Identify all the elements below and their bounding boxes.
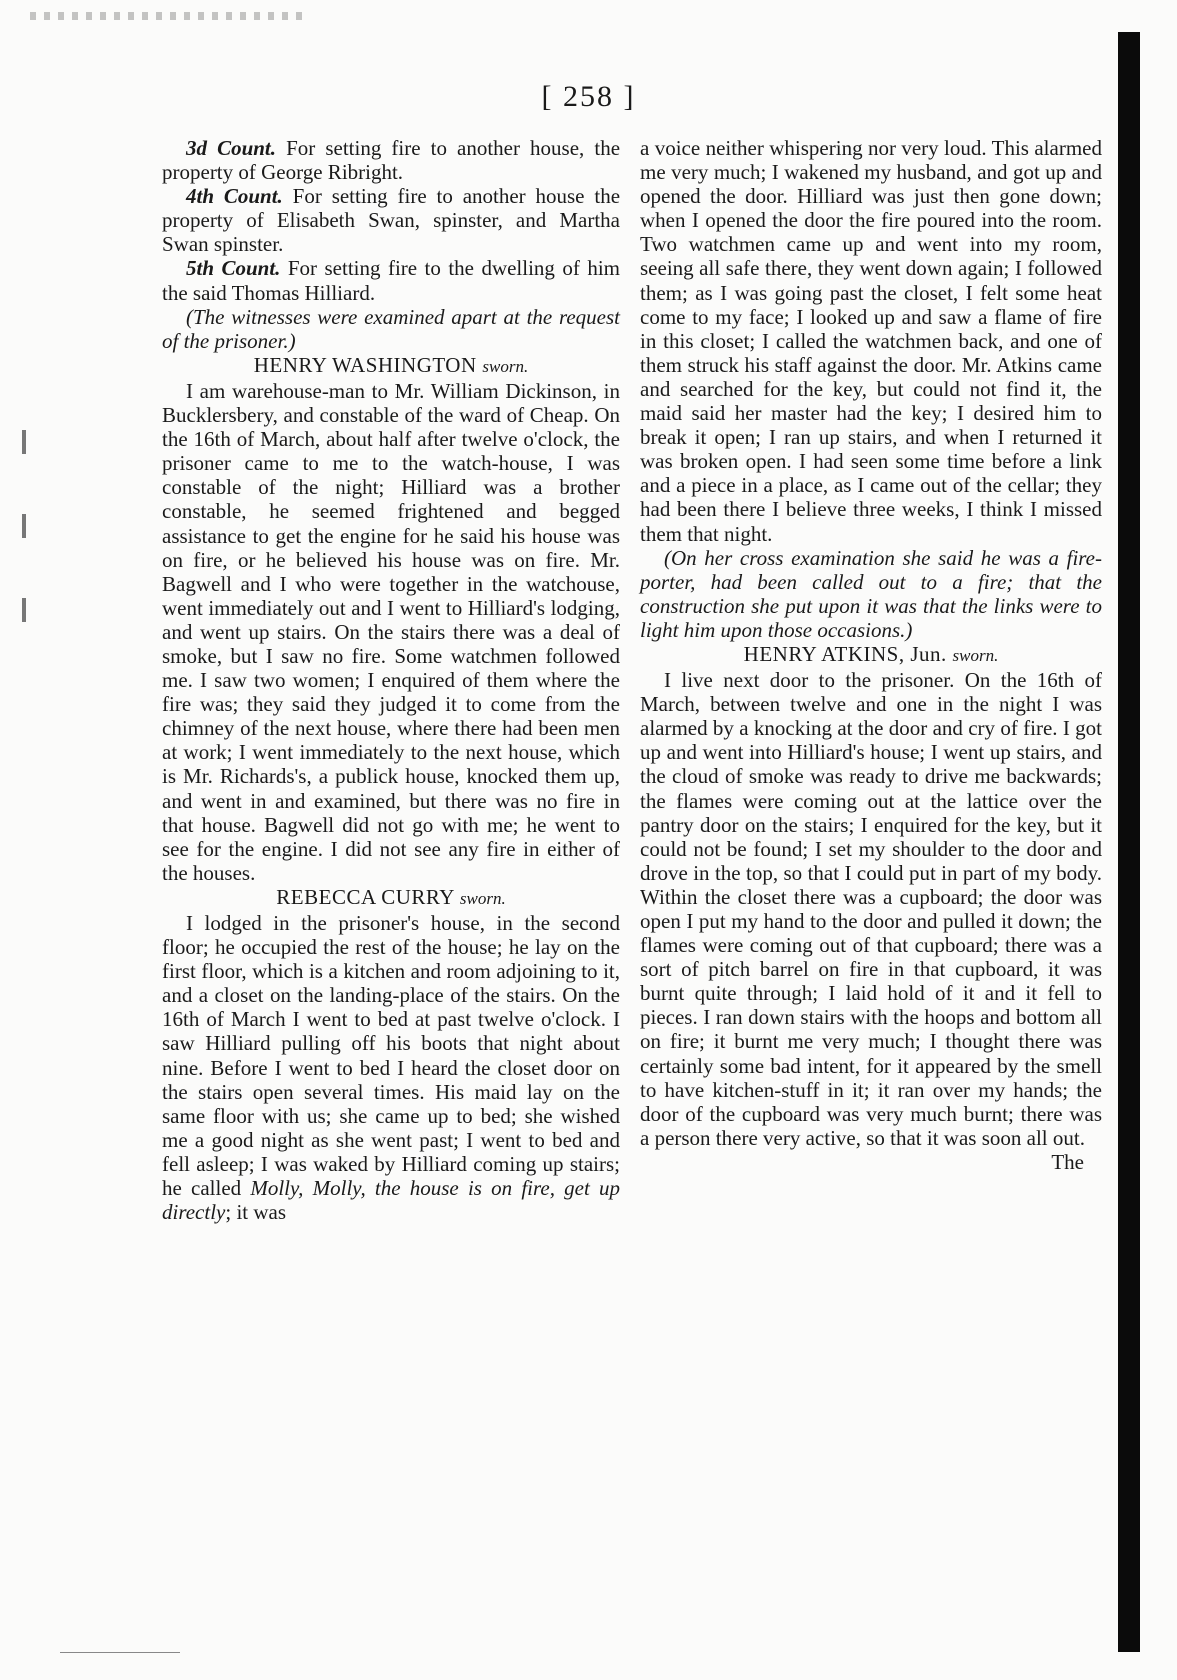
left-column <box>162 136 620 1224</box>
witness-heading-atkins <box>640 642 1102 668</box>
testimony-curry-continued: a voice neither whispering nor very loud. This alarmed me very much; I wakened my husband, and got up and opened the door. Hilliard was just then gone down; when I opened the door the fire poured into the room. Two watchmen came up and went into my room, seeing all safe there, they went down again; I followed them; as I was going past the closet, I felt some heat come to my face; I looked up and saw a flame of fire in this closet; I called the watchmen back, and one of them struck his staff against the door. Mr. Atkins came and searched for the key, but could not find it, the maid said her master had the key; I desired him to break it open; I ran up stairs, and when I returned it was broken open. I had seen some time before a link and a piece in a place, as I came out of the cellar; they had been there I believe three weeks, I think I missed them that night. <box>640 136 1102 546</box>
sworn-label: sworn. <box>952 645 999 665</box>
page-number: [ 258 ] <box>541 80 636 113</box>
page-edge-specks <box>30 12 310 20</box>
testimony-curry-tail: ; it was <box>225 1200 287 1225</box>
count-5-label: 5th Count. <box>186 256 281 281</box>
witness-heading-washington <box>162 353 620 379</box>
binding-edge-shadow <box>1118 32 1140 1652</box>
witness-name: HENRY ATKINS, Jun. <box>743 641 947 666</box>
witness-name: HENRY WASHINGTON <box>253 352 477 377</box>
right-column <box>640 136 1102 1174</box>
count-4-text: For setting fire to another house the property of Elisabeth Swan, spinster, and Martha Swan spinster. <box>162 184 621 257</box>
count-5-paragraph <box>162 256 620 304</box>
testimony-washington: I am warehouse-man to Mr. William Dickinson, in Bucklersbery, and constable of the ward of Cheap. On the 16th of March, about half after twelve o'clock, the prisoner came to me to the watch-house, I was constable of the night; Hilliard was a brother constable, he seemed frightened and begged assistance to get the engine for he said his house was on fire, or he believed his house was on fire. Mr. Bagwell and I who were together in the watchouse, went immediately out and I went to Hilliard's lodging, and went up stairs. On the stairs there was a deal of smoke, but I saw no fire. Some watchmen followed me. I saw two women; I enquired of them where the fire was; they said they judged it to come from the chimney of the next house, where there had been men at work; I went immediately to the next house, which is Mr. Richards's, a publick house, knocked them up, and went in and examined, but there was no fire in that house. Bagwell did not go with me; he went to see for the engine. I did not see any fire in either of the houses. <box>162 378 620 885</box>
count-3-label: 3d Count. <box>186 136 277 160</box>
witness-heading-curry <box>162 885 620 911</box>
margin-marks <box>22 430 26 700</box>
testimony-curry-quote: Molly, Molly, the house is on fire, get up directly <box>162 1176 621 1225</box>
witness-name: REBECCA CURRY <box>276 884 455 909</box>
cross-examination-note: (On her cross examination she said he was a fire-porter, had been called out to a fire; that the construction she put upon it was that the links were to light him upon those occasions.) <box>640 545 1102 642</box>
sworn-label: sworn. <box>459 888 506 908</box>
testimony-atkins: I live next door to the prisoner. On the 16th of March, between twelve and one in the night I was alarmed by a knocking at the door and cry of fire. I got up and went into Hilliard's house; I went up stairs, and the cloud of smoke was ready to drive me backwards; the flames were coming out at the lattice over the pantry door on the stairs; I enquired for the key, but it could not be found; I set my shoulder to the door and drove in the top, so that I could put in part of my body. Within the closet there was a cupboard; the door was open I put my hand to the door and pulled it down; the flames were coming out of that cupboard; there was a sort of pitch barrel on fire in that cupboard, it was burnt quite through; I laid hold of it and it fell to pieces. I ran down stairs with the hoops and bottom all on fire; it burnt me very much; I thought there was certainly some bad intent, for it appeared by the smell to have kitchen-stuff in it; it ran over my hands; the door of the cupboard was very much burnt; there was a person there very active, so that it was soon all out. <box>640 668 1102 1150</box>
testimony-curry-text: I lodged in the prisoner's house, in the second floor; he occupied the rest of the house; he lay on the first floor, which is a kitchen and room adjoining to it, and a closet on the landing-place of the stairs. On the 16th of March I went to bed at past twelve o'clock. I saw Hilliard pulling off his boots that night about nine. Before I went to bed I heard the closet door on the stairs open several times. His maid lay on the same floor with us; she came up to bed; she wished me a good night as she went past; I went to bed and fell asleep; I was waked by Hilliard coming up stairs; he called <box>162 911 620 1201</box>
bottom-rule <box>60 1652 180 1653</box>
count-3-text: For setting fire to another house, the property of George Ribright. <box>162 136 621 185</box>
count-3-paragraph <box>162 136 620 184</box>
count-5-text: For setting fire to the dwelling of him the said Thomas Hilliard. <box>162 256 620 305</box>
count-4-label: 4th Count. <box>186 184 283 209</box>
examination-note: (The witnesses were examined apart at the request of the prisoner.) <box>162 304 620 353</box>
testimony-curry <box>162 911 620 1224</box>
sworn-label: sworn. <box>482 356 529 376</box>
count-4-paragraph <box>162 184 620 256</box>
catchword: The <box>1051 1149 1084 1174</box>
